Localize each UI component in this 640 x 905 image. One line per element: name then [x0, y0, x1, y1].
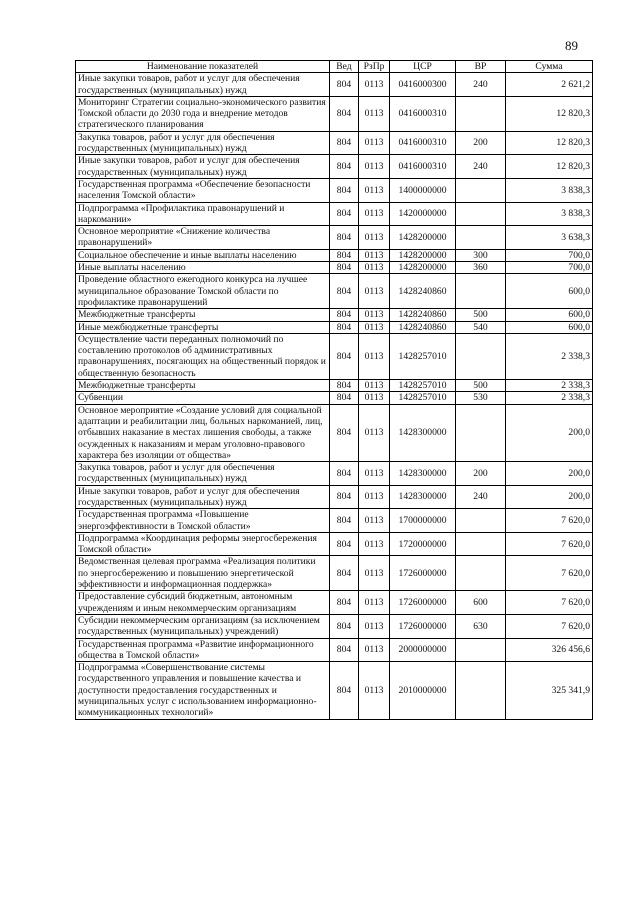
cell-sum: 7 620,0	[506, 509, 593, 533]
table-row	[76, 556, 593, 591]
cell-name: Субсидии некоммерческим организациям (за исключением государственных (муниципальных) учреждений)	[76, 614, 330, 638]
cell-name: Подпрограмма «Совершенствование системы государственного управления и повышение качества и доступности предоставления государственных и муниципальных услуг с использованием информационно-коммуникационных технологий»	[76, 662, 330, 719]
cell-ved: 804	[330, 262, 359, 274]
table-row	[76, 532, 593, 556]
cell-ved: 804	[330, 321, 359, 333]
cell-rzpr: 0113	[359, 404, 390, 461]
cell-vr	[456, 96, 506, 131]
cell-ved: 804	[330, 202, 359, 226]
header-sum: Сумма	[506, 61, 593, 73]
cell-csr: 1428240860	[390, 274, 456, 309]
cell-vr: 240	[456, 155, 506, 179]
cell-csr: 1700000000	[390, 509, 456, 533]
cell-vr: 500	[456, 380, 506, 392]
cell-vr: 630	[456, 614, 506, 638]
cell-sum: 3 838,3	[506, 202, 593, 226]
table-row	[76, 462, 593, 486]
budget-table	[75, 60, 593, 720]
cell-vr	[456, 662, 506, 719]
table-row	[76, 404, 593, 461]
cell-rzpr: 0113	[359, 462, 390, 486]
cell-ved: 804	[330, 178, 359, 202]
cell-vr: 540	[456, 321, 506, 333]
table-row	[76, 321, 593, 333]
cell-csr: 0416000310	[390, 131, 456, 155]
cell-vr: 500	[456, 309, 506, 321]
cell-sum: 2 338,3	[506, 392, 593, 404]
cell-name: Иные закупки товаров, работ и услуг для обеспечения государственных (муниципальных) нужд	[76, 485, 330, 509]
cell-name: Закупка товаров, работ и услуг для обеспечения государственных (муниципальных) нужд	[76, 462, 330, 486]
cell-vr: 240	[456, 73, 506, 97]
table-row	[76, 262, 593, 274]
page-number: 89	[565, 38, 578, 53]
cell-csr: 0416000300	[390, 73, 456, 97]
cell-csr: 2000000000	[390, 638, 456, 662]
cell-csr: 0416000310	[390, 96, 456, 131]
cell-rzpr: 0113	[359, 662, 390, 719]
cell-vr: 300	[456, 249, 506, 261]
cell-name: Осуществление части переданных полномочий по составлению протоколов об административных правонарушениях, посягающих на общественный порядок и общественную безопасность	[76, 333, 330, 379]
cell-sum: 2 621,2	[506, 73, 593, 97]
cell-ved: 804	[330, 226, 359, 250]
cell-rzpr: 0113	[359, 333, 390, 379]
cell-name: Межбюджетные трансферты	[76, 309, 330, 321]
cell-sum: 326 456,6	[506, 638, 593, 662]
cell-ved: 804	[330, 662, 359, 719]
cell-ved: 804	[330, 96, 359, 131]
cell-csr: 1428300000	[390, 404, 456, 461]
table-row	[76, 226, 593, 250]
cell-rzpr: 0113	[359, 509, 390, 533]
cell-ved: 804	[330, 556, 359, 591]
cell-vr	[456, 638, 506, 662]
table-row	[76, 96, 593, 131]
cell-name: Иные закупки товаров, работ и услуг для обеспечения государственных (муниципальных) нужд	[76, 73, 330, 97]
cell-csr: 1726000000	[390, 614, 456, 638]
table-row	[76, 591, 593, 615]
cell-csr: 1428200000	[390, 226, 456, 250]
cell-rzpr: 0113	[359, 556, 390, 591]
table-body	[76, 73, 593, 719]
cell-vr	[456, 532, 506, 556]
cell-name: Мониторинг Стратегии социально-экономического развития Томской области до 2030 года и внедрение методов стратегического планирования	[76, 96, 330, 131]
cell-rzpr: 0113	[359, 485, 390, 509]
cell-vr: 360	[456, 262, 506, 274]
cell-name: Государственная программа «Развитие информационного общества в Томской области»	[76, 638, 330, 662]
header-vr: ВР	[456, 61, 506, 73]
table-row	[76, 638, 593, 662]
table-header-row	[76, 61, 593, 73]
header-ved: Вед	[330, 61, 359, 73]
cell-ved: 804	[330, 485, 359, 509]
cell-vr	[456, 178, 506, 202]
cell-csr: 1428257010	[390, 333, 456, 379]
table-row	[76, 131, 593, 155]
cell-sum: 325 341,9	[506, 662, 593, 719]
table-row	[76, 178, 593, 202]
cell-rzpr: 0113	[359, 178, 390, 202]
cell-sum: 700,0	[506, 262, 593, 274]
cell-csr: 1428240860	[390, 309, 456, 321]
cell-csr: 1428240860	[390, 321, 456, 333]
cell-ved: 804	[330, 392, 359, 404]
cell-rzpr: 0113	[359, 274, 390, 309]
cell-name: Субвенции	[76, 392, 330, 404]
cell-vr	[456, 226, 506, 250]
cell-sum: 12 820,3	[506, 131, 593, 155]
cell-vr	[456, 404, 506, 461]
cell-csr: 1726000000	[390, 591, 456, 615]
cell-sum: 3 638,3	[506, 226, 593, 250]
cell-csr: 1428257010	[390, 380, 456, 392]
cell-sum: 2 338,3	[506, 333, 593, 379]
table-row	[76, 249, 593, 261]
table-row	[76, 509, 593, 533]
cell-csr: 2010000000	[390, 662, 456, 719]
cell-name: Предоставление субсидий бюджетным, автономным учреждениям и иным некоммерческим организациям	[76, 591, 330, 615]
cell-vr	[456, 274, 506, 309]
cell-sum: 12 820,3	[506, 96, 593, 131]
cell-rzpr: 0113	[359, 131, 390, 155]
cell-rzpr: 0113	[359, 321, 390, 333]
cell-rzpr: 0113	[359, 73, 390, 97]
table-row	[76, 662, 593, 719]
cell-vr	[456, 556, 506, 591]
cell-ved: 804	[330, 509, 359, 533]
cell-name: Подпрограмма «Координация реформы энергосбережения Томской области»	[76, 532, 330, 556]
cell-rzpr: 0113	[359, 262, 390, 274]
cell-name: Государственная программа «Повышение энергоэффективности в Томской области»	[76, 509, 330, 533]
cell-sum: 600,0	[506, 274, 593, 309]
cell-csr: 1720000000	[390, 532, 456, 556]
cell-rzpr: 0113	[359, 155, 390, 179]
cell-name: Иные выплаты населению	[76, 262, 330, 274]
cell-rzpr: 0113	[359, 614, 390, 638]
cell-sum: 7 620,0	[506, 614, 593, 638]
cell-sum: 2 338,3	[506, 380, 593, 392]
table-row	[76, 155, 593, 179]
cell-ved: 804	[330, 249, 359, 261]
cell-name: Государственная программа «Обеспечение безопасности населения Томской области»	[76, 178, 330, 202]
cell-vr: 240	[456, 485, 506, 509]
cell-name: Проведение областного ежегодного конкурса на лучшее муниципальное образование Томской области по профилактике правонарушений	[76, 274, 330, 309]
cell-rzpr: 0113	[359, 202, 390, 226]
cell-rzpr: 0113	[359, 638, 390, 662]
cell-sum: 700,0	[506, 249, 593, 261]
cell-ved: 804	[330, 155, 359, 179]
cell-rzpr: 0113	[359, 249, 390, 261]
cell-sum: 600,0	[506, 309, 593, 321]
cell-rzpr: 0113	[359, 96, 390, 131]
cell-sum: 7 620,0	[506, 556, 593, 591]
cell-ved: 804	[330, 380, 359, 392]
cell-ved: 804	[330, 309, 359, 321]
cell-csr: 1420000000	[390, 202, 456, 226]
cell-csr: 1428200000	[390, 262, 456, 274]
cell-sum: 200,0	[506, 404, 593, 461]
cell-ved: 804	[330, 532, 359, 556]
cell-sum: 200,0	[506, 485, 593, 509]
cell-vr: 200	[456, 462, 506, 486]
cell-sum: 7 620,0	[506, 532, 593, 556]
cell-vr	[456, 202, 506, 226]
cell-sum: 600,0	[506, 321, 593, 333]
cell-name: Основное мероприятие «Создание условий для социальной адаптации и реабилитации лиц, больных наркоманией, лиц, отбывших наказание в местах лишения свободы, а также осужденных к наказаниям и мерам уголовно-правового характера без изоляции от общества»	[76, 404, 330, 461]
table-row	[76, 485, 593, 509]
cell-csr: 1428257010	[390, 392, 456, 404]
table-row	[76, 614, 593, 638]
table-row	[76, 333, 593, 379]
cell-name: Подпрограмма «Профилактика правонарушений и наркомании»	[76, 202, 330, 226]
cell-ved: 804	[330, 404, 359, 461]
cell-name: Межбюджетные трансферты	[76, 380, 330, 392]
cell-name: Основное мероприятие «Снижение количества правонарушений»	[76, 226, 330, 250]
cell-rzpr: 0113	[359, 591, 390, 615]
cell-ved: 804	[330, 73, 359, 97]
cell-sum: 3 838,3	[506, 178, 593, 202]
table-row	[76, 392, 593, 404]
cell-sum: 7 620,0	[506, 591, 593, 615]
cell-vr: 200	[456, 131, 506, 155]
cell-vr: 530	[456, 392, 506, 404]
cell-rzpr: 0113	[359, 532, 390, 556]
header-name: Наименование показателей	[76, 61, 330, 73]
cell-csr: 1428300000	[390, 462, 456, 486]
cell-rzpr: 0113	[359, 380, 390, 392]
table-row	[76, 202, 593, 226]
cell-vr	[456, 509, 506, 533]
cell-name: Иные межбюджетные трансферты	[76, 321, 330, 333]
cell-name: Закупка товаров, работ и услуг для обеспечения государственных (муниципальных) нужд	[76, 131, 330, 155]
cell-sum: 12 820,3	[506, 155, 593, 179]
cell-csr: 1428300000	[390, 485, 456, 509]
table-row	[76, 73, 593, 97]
cell-csr: 1726000000	[390, 556, 456, 591]
table-row	[76, 380, 593, 392]
header-csr: ЦСР	[390, 61, 456, 73]
cell-name: Ведомственная целевая программа «Реализация политики по энергосбережению и повышению энергетической эффективности и информационная поддержка»	[76, 556, 330, 591]
cell-ved: 804	[330, 274, 359, 309]
cell-ved: 804	[330, 333, 359, 379]
cell-csr: 0416000310	[390, 155, 456, 179]
table-row	[76, 309, 593, 321]
cell-ved: 804	[330, 462, 359, 486]
cell-rzpr: 0113	[359, 392, 390, 404]
cell-vr: 600	[456, 591, 506, 615]
cell-rzpr: 0113	[359, 226, 390, 250]
cell-ved: 804	[330, 638, 359, 662]
cell-ved: 804	[330, 131, 359, 155]
cell-name: Иные закупки товаров, работ и услуг для обеспечения государственных (муниципальных) нужд	[76, 155, 330, 179]
cell-name: Социальное обеспечение и иные выплаты населению	[76, 249, 330, 261]
header-rzpr: РзПр	[359, 61, 390, 73]
cell-csr: 1400000000	[390, 178, 456, 202]
cell-csr: 1428200000	[390, 249, 456, 261]
cell-rzpr: 0113	[359, 309, 390, 321]
cell-ved: 804	[330, 614, 359, 638]
cell-ved: 804	[330, 591, 359, 615]
cell-vr	[456, 333, 506, 379]
cell-sum: 200,0	[506, 462, 593, 486]
table-row	[76, 274, 593, 309]
